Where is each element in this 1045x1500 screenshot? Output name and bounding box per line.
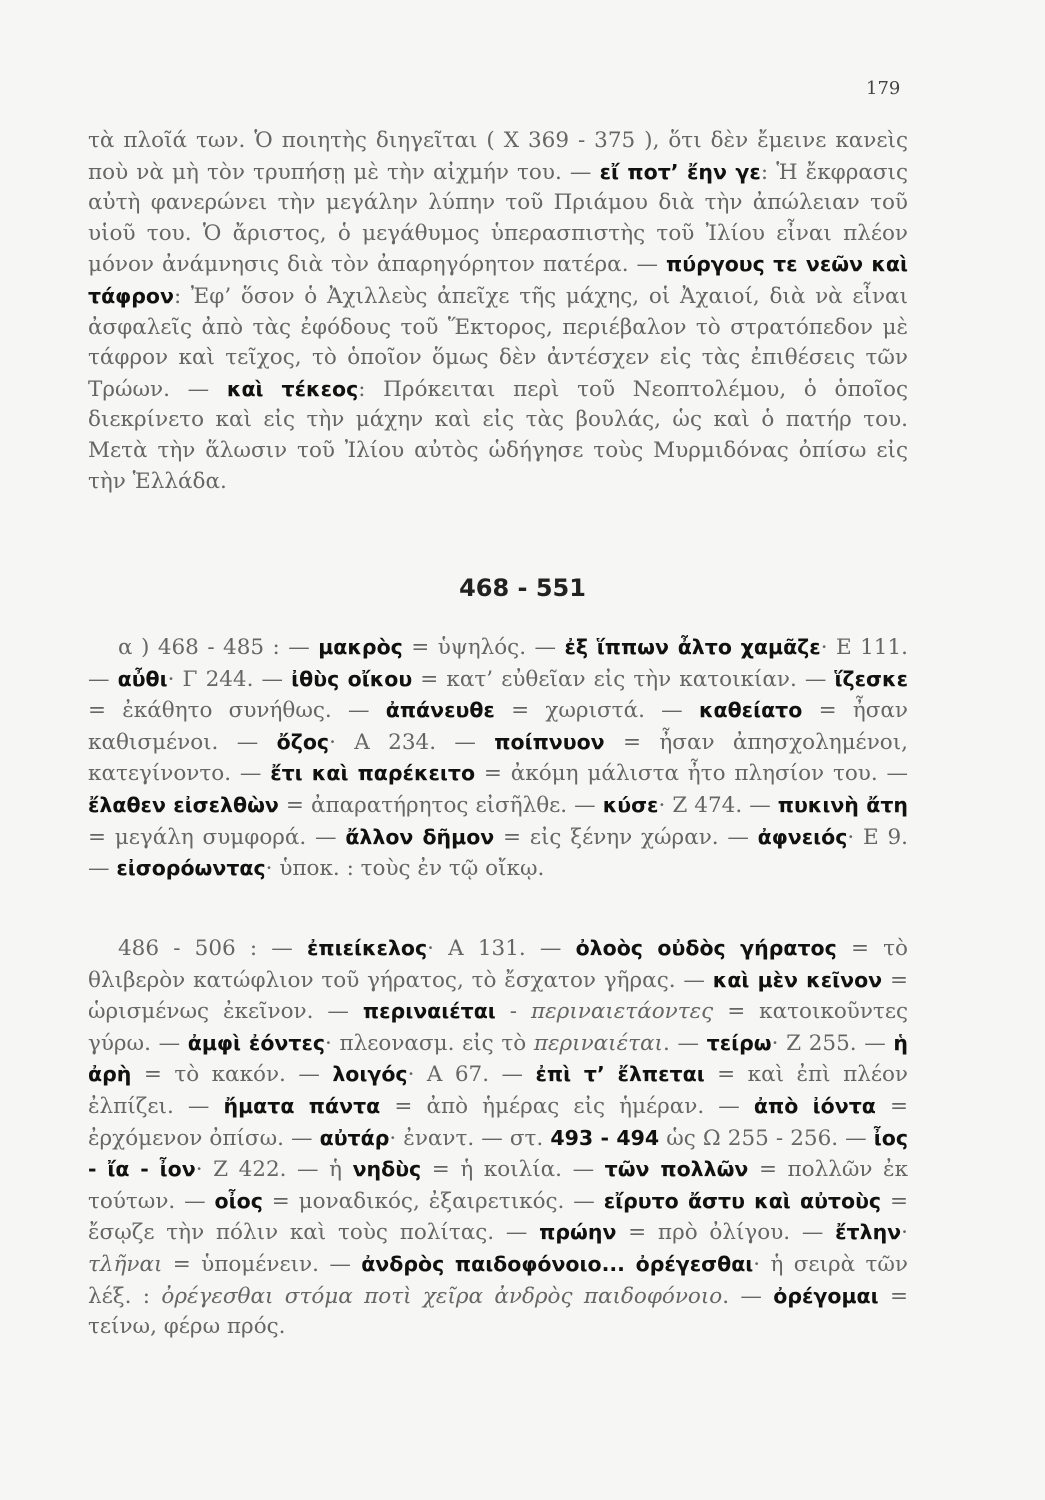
- commentary-paragraph-2: α ) 468 - 485 : — μακρὸς = ὑψηλός. — ἐξ ἵππων ἆλτο χαμᾶζε· Ε 111. — αὖθι· Γ 244. — ἰθὺς οἴκου = κατ’ εὐθεῖαν εἰς τὴν κατοικίαν. — ἵζεσκε = ἐκάθητο συνήθως. — ἀπάνευθε = χωριστά. — καθείατο = ἦσαν καθισμένοι. — ὄζος· Α 234. — ποίπνυον = ἦσαν ἀπησχολημένοι, κατεγίνοντο. — ἔτι καὶ παρέκειτο = ἀκόμη μάλιστα ἦτο πλησίον του. — ἔλαθεν εἰσελθὼν = ἀπαρατήρητος εἰσῆλθε. — κύσε· Ζ 474. — πυκινὴ ἄτη = μεγάλη συμφορά. — ἄλλον δῆμον = εἰς ξένην χώραν. — ἀφνειός· Ε 9. — εἰσορόωντας· ὑποκ. : τοὺς ἐν τῷ οἴκῳ.: [88, 635, 909, 882]
- section-heading: 468 - 551: [459, 574, 586, 602]
- commentary-paragraph-1: τὰ πλοῖά των. Ὁ ποιητὴς διηγεῖται ( Χ 369 - 375 ), ὅτι δὲν ἔμεινε κανεὶς ποὺ νὰ μὴ τὸν τρυπήσῃ μὲ τὴν αἰχμήν του. — εἴ ποτ’ ἔην γε: Ἡ ἔκφρασις αὐτὴ φανερώνει τὴν μεγάλην λύπην τοῦ Πριάμου διὰ τὴν ἀπώλειαν τοῦ υἱοῦ του. Ὁ ἄριστος, ὁ μεγάθυμος ὑπερασπιστὴς τοῦ Ἰλίου εἶναι πλέον μόνον ἀνάμνησις διὰ τὸν ἀπαρηγόρητον πατέρα. — πύργους τε νεῶν καὶ τάφρον: Ἐφ’ ὅσον ὁ Ἀχιλλεὺς ἀπεῖχε τῆς μάχης, οἱ Ἀχαιοί, διὰ νὰ εἶναι ἀσφαλεῖς ἀπὸ τὰς ἐφόδους τοῦ Ἕκτορος, περιέβαλον τὸ στρατόπεδον μὲ τάφρον καὶ τεῖχος, τὸ ὁποῖον ὅμως δὲν ἀντέσχεν εἰς τὰς ἐπιθέσεις τῶν Τρώων. — καὶ τέκεος: Πρόκειται περὶ τοῦ Νεοπτολέμου, ὁ ὁποῖος διεκρίνετο καὶ εἰς τὴν μάχην καὶ εἰς τὰς βουλάς, ὡς καὶ ὁ πατήρ του. Μετὰ τὴν ἅλωσιν τοῦ Ἰλίου αὐτὸς ὡδήγησε τοὺς Μυρμιδόνας ὀπίσω εἰς τὴν Ἑλλάδα.: [88, 128, 909, 494]
- commentary-paragraph-3: 486 - 506 : — ἐπιείκελος· Α 131. — ὀλοὸς οὐδὸς γήρατος = τὸ θλιβερὸν κατώφλιον τοῦ γήρατος, τὸ ἔσχατον γῆρας. — καὶ μὲν κεῖνον = ὡρισμένως ἐκεῖνον. — περιναιέται - περιναιετάοντες = κατοικοῦντες γύρω. — ἀμφὶ ἐόντες· πλεονασμ. εἰς τὸ περιναιέται. — τείρω· Ζ 255. — ἡ ἀρὴ = τὸ κακόν. — λοιγός· Α 67. — ἐπὶ τ’ ἔλπεται = καὶ ἐπὶ πλέον ἐλπίζει. — ἤματα πάντα = ἀπὸ ἡμέρας εἰς ἡμέραν. — ἀπὸ ἰόντα = ἐρχόμενον ὀπίσω. — αὐτάρ· ἐναντ. — στ. 493 - 494 ὡς Ω 255 - 256. — ἶος - ἴα - ἶον· Ζ 422. — ἡ νηδὺς = ἡ κοιλία. — τῶν πολλῶν = πολλῶν ἐκ τούτων. — οἶος = μοναδικός, ἐξαιρετικός. — εἴρυτο ἄστυ καὶ αὐτοὺς = ἔσῳζε τὴν πόλιν καὶ τοὺς πολίτας. — πρώην = πρὸ ὀλίγου. — ἔτλην· τλῆναι = ὑπομένειν. — ἀνδρὸς παιδοφόνοιο... ὀρέγεσθαι· ἡ σειρὰ τῶν λέξ. : ὀρέγεσθαι στόμα ποτὶ χεῖρα ἀνδρὸς παιδοφόνοιο. — ὀρέγομαι = τείνω, φέρω πρός.: [88, 936, 909, 1340]
- page-number: 179: [866, 78, 901, 99]
